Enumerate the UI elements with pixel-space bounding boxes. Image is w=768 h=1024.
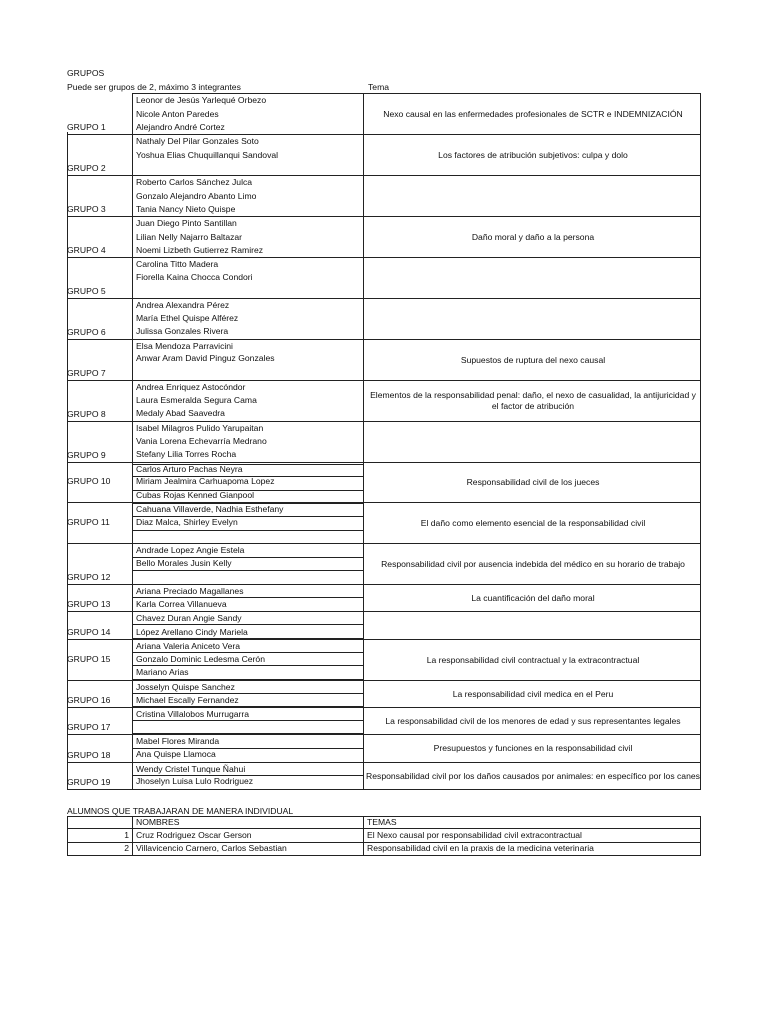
group-label: GRUPO 19 [67, 777, 111, 787]
group-member: Carlos Arturo Pachas Neyra [136, 464, 243, 474]
group-member: López Arellano Cindy Mariela [136, 627, 248, 637]
group-topic: La responsabilidad civil contractual y la extracontractual [426, 654, 640, 665]
group-member: Michael Escally Fernandez [136, 695, 239, 705]
group-topic: Responsabilidad civil por los daños causados por animales: en específico por los canes [366, 770, 700, 781]
student-name: Cruz Rodriguez Oscar Gerson [136, 830, 252, 840]
column-divider [67, 816, 68, 856]
group-member: Roberto Carlos Sánchez Julca [136, 177, 253, 187]
group-member: Nathaly Del Pilar Gonzales Soto [136, 136, 259, 146]
group-member: Bello Morales Jusin Kelly [136, 558, 232, 568]
group-topic: La responsabilidad civil de los menores de edad y sus representantes legales [385, 715, 681, 726]
column-divider [700, 816, 701, 856]
group-member: Jhoselyn Luisa Lulo Rodriguez [136, 776, 254, 786]
row-line [132, 693, 364, 694]
group-member: Gonzalo Alejandro Abanto Limo [136, 191, 257, 201]
group-member: Cristina Villalobos Murrugarra [136, 709, 250, 719]
group-label: GRUPO 17 [67, 722, 111, 732]
group-member: Medaly Abad Saavedra [136, 408, 225, 418]
group-member: Anwar Aram David Pinguz Gonzales [136, 353, 275, 363]
group-label: GRUPO 18 [67, 750, 111, 760]
group-member: Isabel Milagros Pulido Yarupaitan [136, 423, 264, 433]
group-topic [366, 612, 700, 639]
group-topic [366, 176, 700, 216]
group-label: GRUPO 8 [67, 409, 106, 419]
group-member: Andrea Alexandra Pérez [136, 300, 230, 310]
group-member: Nicole Anton Paredes [136, 109, 219, 119]
row-line [132, 720, 364, 721]
student-topic: Responsabilidad civil en la praxis de la medicina veterinaria [367, 843, 594, 853]
group-member: María Ethel Quispe Alférez [136, 313, 239, 323]
group-member: Ariana Valeria Aniceto Vera [136, 641, 240, 651]
group-member: Vania Lorena Echevarría Medrano [136, 436, 267, 446]
column-divider [363, 816, 364, 856]
group-topic: La cuantificación del daño moral [471, 592, 595, 603]
row-number: 1 [124, 830, 129, 840]
group-member: Karla Correa Villanueva [136, 599, 227, 609]
student-topic: El Nexo causal por responsabilidad civil extracontractual [367, 830, 582, 840]
group-topic: Elementos de la responsabilidad penal: daño, el nexo de casualidad, la antijuricidad y el factor de atribución [370, 390, 696, 411]
group-member: Chavez Duran Angie Sandy [136, 613, 242, 623]
group-label: GRUPO 14 [67, 627, 111, 637]
group-label: GRUPO 10 [67, 476, 111, 486]
col-header-topics: TEMAS [367, 817, 397, 827]
group-member: Leonor de Jesús Yarlequé Orbezo [136, 95, 267, 105]
group-topic: Nexo causal en las enfermedades profesionales de SCTR e INDEMNIZACIÓN [383, 108, 683, 119]
row-line [132, 530, 364, 531]
group-label: GRUPO 11 [67, 516, 110, 527]
group-topic: Presupuestos y funciones en la responsabilidad civil [433, 743, 633, 753]
group-member: Cahuana Villaverde, Nadhia Esthefany [136, 504, 284, 514]
group-label: GRUPO 7 [67, 368, 106, 378]
group-topic: Responsabilidad civil por ausencia indebida del médico en su horario de trabajo [381, 558, 685, 569]
row-line [132, 597, 364, 598]
column-divider [700, 93, 701, 789]
individual-table [67, 816, 700, 856]
row-line [67, 789, 701, 790]
group-topic [366, 258, 700, 298]
tema-header: Tema [368, 82, 390, 92]
group-label: GRUPO 13 [67, 599, 111, 609]
group-member: Diaz Malca, Shirley Evelyn [136, 517, 238, 527]
group-member: Ana Quispe Llamoca [136, 749, 216, 759]
group-topic: Supuestos de ruptura del nexo causal [460, 354, 606, 365]
column-divider [363, 93, 364, 789]
page-subtitle: Puede ser grupos de 2, máximo 3 integrantes [67, 82, 241, 92]
group-topic [366, 299, 700, 339]
row-line [67, 828, 701, 829]
row-line [67, 855, 701, 856]
group-label: GRUPO 4 [67, 245, 106, 255]
group-member: Mabel Flores Miranda [136, 736, 220, 746]
row-line [132, 624, 364, 625]
group-topic: El daño como elemento esencial de la responsabilidad civil [420, 517, 646, 528]
group-member: Lilian Nelly Najarro Baltazar [136, 232, 243, 242]
col-header-names: NOMBRES [136, 817, 180, 827]
group-member: Andrea Enriquez Astocóndor [136, 382, 246, 392]
group-label: GRUPO 6 [67, 327, 106, 337]
group-member: Stefany Lilia Torres Rocha [136, 449, 237, 459]
group-topic: La responsabilidad civil medica en el Peru [452, 688, 614, 699]
group-member: Miriam Jealmira Carhuapoma Lopez [136, 476, 275, 486]
group-label: GRUPO 3 [67, 204, 106, 214]
group-member: Elsa Mendoza Parravicini [136, 341, 233, 351]
page-title: GRUPOS [67, 68, 105, 78]
group-member: Noemi Lizbeth Gutierrez Ramirez [136, 245, 264, 255]
group-topic: Responsabilidad civil de los jueces [466, 477, 600, 487]
group-member: Andrade Lopez Angie Estela [136, 545, 245, 555]
group-member: Ariana Preciado Magallanes [136, 586, 244, 596]
group-member: Gonzalo Dominic Ledesma Cerón [136, 654, 265, 664]
group-label: GRUPO 2 [67, 163, 106, 173]
group-label: GRUPO 5 [67, 286, 106, 296]
column-divider [132, 93, 133, 789]
group-label: GRUPO 15 [67, 653, 111, 664]
group-topic: Daño moral y daño a la persona [471, 231, 595, 242]
group-topic: Los factores de atribución subjetivos: culpa y dolo [438, 149, 628, 160]
group-member: Yoshua Elias Chuquillanqui Sandoval [136, 150, 279, 160]
group-member: Josselyn Quispe Sanchez [136, 682, 235, 692]
group-member: Tania Nancy Nieto Quispe [136, 204, 236, 214]
row-line [132, 665, 364, 666]
group-member: Laura Esmeralda Segura Cama [136, 395, 257, 405]
column-divider [132, 816, 133, 856]
group-member: Cubas Rojas Kenned Gianpool [136, 490, 255, 500]
group-topic [366, 422, 700, 462]
group-label: GRUPO 1 [67, 122, 106, 132]
group-member: Fiorella Kaina Chocca Condori [136, 272, 253, 282]
group-member: Carolina Titto Madera [136, 259, 219, 269]
group-member: Juan Diego Pinto Santillan [136, 218, 237, 228]
group-member: Mariano Arias [136, 667, 189, 677]
row-line [132, 652, 364, 653]
row-number: 2 [124, 843, 129, 853]
group-label: GRUPO 16 [67, 695, 111, 705]
group-label: GRUPO 9 [67, 450, 106, 460]
group-member: Julissa Gonzales Rivera [136, 326, 229, 336]
row-line [132, 570, 364, 571]
individual-title: ALUMNOS QUE TRABAJARAN DE MANERA INDIVIDUAL [67, 806, 294, 816]
group-member: Alejandro André Cortez [136, 122, 225, 132]
group-label: GRUPO 12 [67, 572, 111, 582]
group-member: Wendy Cristel Tunque Ñahui [136, 764, 246, 774]
student-name: Villavicencio Carnero, Carlos Sebastian [136, 843, 287, 853]
